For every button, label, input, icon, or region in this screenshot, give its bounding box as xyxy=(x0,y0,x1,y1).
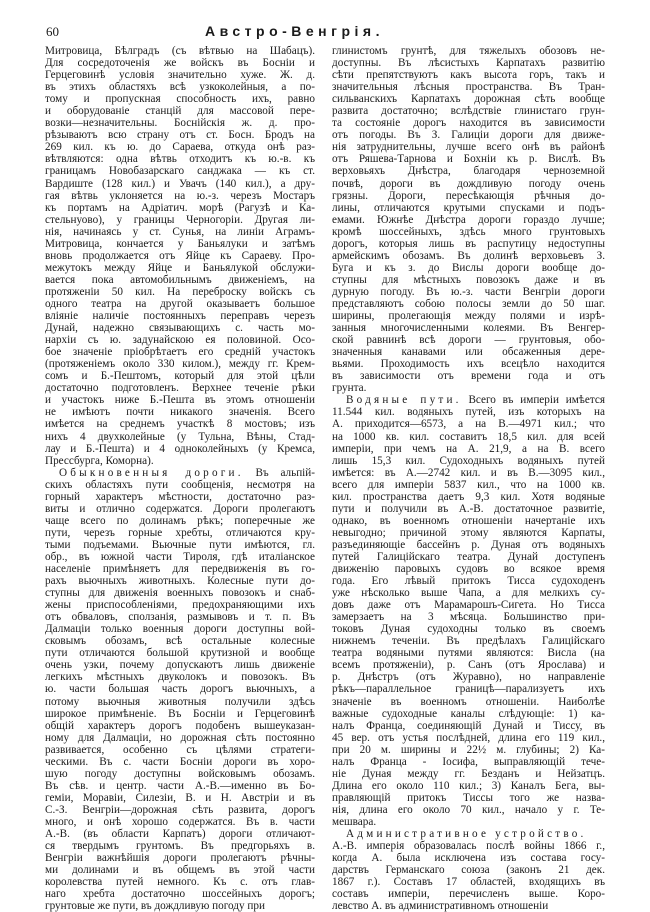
text-line: гая вѣтвь уклоняется на ю.-з. черезъ Мостаръ xyxy=(45,189,315,202)
text-line: нія, длина его около 70 кил., начало у г. Те- xyxy=(332,803,605,816)
text-line: лишь 15,3 кил. Судоходныхъ водяныхъ путей xyxy=(332,454,605,467)
text-line: важные судоходные каналы слѣдующіе: 1) ка- xyxy=(332,707,605,720)
text-line: много, и онѣ хорошо содержатся. Въ в. части xyxy=(45,816,315,828)
text-line: кил. пространства даетъ 9,3 кил. Хотя водяные xyxy=(332,490,605,503)
text-line: Вардиште (128 кил.) и Увачъ (140 кил.), а дру- xyxy=(45,177,315,190)
text-line: имперіи, при чемъ на А. 21,9, а на В. всего xyxy=(332,442,605,455)
text-line: театра водяными путями являются: Висла (на xyxy=(332,647,605,660)
text-line: королевства путей немного. Къ с. отъ глав- xyxy=(45,876,315,889)
text-line: та состояніе дорогъ находится въ зависимости xyxy=(332,117,605,130)
paragraph xyxy=(332,45,605,394)
text-line: Венгріи важнѣйшія дороги пролегаютъ рѣчны- xyxy=(45,852,315,865)
text-line: дорогъ, которыя лишь въ распутицу недоступны xyxy=(332,237,605,250)
line-text: Въ альпій- xyxy=(243,466,315,479)
text-line: А.-В. имперія образовалась послѣ войны 1866 г., xyxy=(332,840,605,853)
text-line: нія, начинаясь у ст. Сунья, на линіи Аграмъ- xyxy=(45,225,315,238)
text-line: виты и отлично содержатся. Дороги пролегаютъ xyxy=(45,502,315,515)
text-line: ской равнинѣ всѣ дороги — грунтовыя, обо- xyxy=(332,334,605,347)
text-line: въ зависимости отъ времени года и отъ xyxy=(332,370,605,383)
text-line: армейскимъ обозамъ. Въ долинѣ верховьевъ З. xyxy=(332,249,605,262)
section-heading: Обыкновенныя дороги. xyxy=(59,466,244,479)
text-line: потому вьючныя животныя получили здѣсь xyxy=(45,695,315,708)
text-line: нихъ 4 двухколейные (у Тульна, Вѣны, Стад- xyxy=(45,430,315,443)
text-line: отъ обваловъ, сползанія, размывовъ и т. п. Въ xyxy=(45,611,315,624)
text-line: и оборудованіе станцій для массовой пере- xyxy=(45,105,315,118)
text-line: всего для имперіи 5837 кил., что на 1000 кв. xyxy=(332,478,605,491)
text-line: геміи, Моравіи, Силезіи, В. и Н. Австріи и въ xyxy=(45,791,315,804)
text-line: Прессбурга, Коморна). xyxy=(45,454,154,467)
text-line: сильванскихъ Карпатахъ дорожная сѣть вообще xyxy=(332,93,605,106)
text-line: А.-В. (въ области Карпатъ) дороги отличают- xyxy=(45,828,315,841)
page-number: 60 xyxy=(46,24,59,39)
text-line: ніе Дуная между гг. Безданъ и Нейзатцъ. xyxy=(332,767,605,780)
text-line: занныя многочисленными колеями. Въ Венгер- xyxy=(332,322,605,335)
text-line: Для сосредоточенія же войскъ въ Босніи и xyxy=(45,57,315,70)
text-line: составъ имперіи, перечисленъ выше. Коро- xyxy=(332,888,605,901)
text-line: и участокъ ниже Б.-Пешта въ этомъ отношеніи xyxy=(45,394,315,407)
text-line: кромѣ шоссейныхъ, здѣсь много грунтовыхъ xyxy=(332,225,605,238)
text-line: ческими. Въ с. части Босніи дороги въ хоро- xyxy=(45,755,315,768)
text-line: ся твердымъ грунтомъ. Въ предгорьяхъ в. xyxy=(45,840,315,853)
text-line: А. приходится—6573, а на В.—4971 кил.; что xyxy=(332,418,605,431)
text-line: отъ погоды. Въ З. Галиціи дороги для движе- xyxy=(332,129,605,142)
text-line: движенію паровыхъ судовъ во всякое время xyxy=(332,563,605,576)
text-line: одного театра на другой оказываетъ большое xyxy=(45,297,315,310)
text-line: широкое примѣненіе. Въ Босніи и Герцеговинѣ xyxy=(45,707,315,720)
text-line: пути отличаются большой крутизной и вообще xyxy=(45,647,315,660)
text-line: обр., въ южной части Тироля, гдѣ италіанское xyxy=(45,550,315,563)
text-line: имѣется: въ А.—2742 кил. и въ В.—3095 кил., xyxy=(332,466,605,479)
text-line: ному для Далмаціи, но дорожная сѣть постоянно xyxy=(45,731,315,744)
text-line: возки—незначительны. Боснійскія ж. д. про- xyxy=(45,117,315,130)
text-line: доступны. Въ лѣсистыхъ Карпатахъ развитію xyxy=(332,57,605,70)
text-line: представляютъ собою полосы земли до 50 шаг. xyxy=(332,297,605,310)
text-line: 1867 г.). Составъ 17 областей, входящихъ въ xyxy=(332,876,605,889)
text-line: Далмаціи только военныя дороги доступны вой- xyxy=(45,623,315,636)
text-line: путей Галиційскаго театра. Дунай доступенъ xyxy=(332,550,605,563)
text-line: при 20 м. ширины и 22½ м. глубины; 2) Ка- xyxy=(332,743,605,756)
paragraph xyxy=(45,45,315,467)
text-line: грязны. Дороги, пересѣкающія рѣчныя до- xyxy=(332,189,605,202)
text-line: достаточно подготовленъ. Верхнее теченіе рѣки xyxy=(45,382,315,395)
text-line: налъ Франца, соединяющій Дунай и Тиссу, въ xyxy=(332,719,605,732)
text-line: р. Днѣстръ (отъ Журавно), но направленіе xyxy=(332,671,605,684)
text-line: ширины, пролегающія между полями и изрѣ- xyxy=(332,310,605,323)
text-line: Герцеговинѣ условія значительно хуже. Ж. д. xyxy=(45,69,315,82)
text-line: вьями. Проходимость ихъ всецѣло находится xyxy=(332,358,605,371)
text-line: (протяженіемъ около 330 килом.), между гг. Крем- xyxy=(45,358,315,371)
text-line: сомъ и Б.-Пештомъ, который для этой цѣли xyxy=(45,370,315,383)
text-line: общій характеръ дорогъ подобенъ вышеуказан- xyxy=(45,719,315,732)
text-line: 11.544 кил. водяныхъ путей, изъ которыхъ на xyxy=(332,406,605,419)
text-line: значеніе въ военномъ отношеніи. Наиболѣе xyxy=(332,695,605,708)
text-line: Буга и къ з. до Вислы дороги вообще до- xyxy=(332,261,605,274)
text-line: уже нѣсколько выше Чапа, а для мелкихъ су- xyxy=(332,587,605,600)
text-line: разъединяющіе бассейнъ р. Дуная отъ водяныхъ xyxy=(332,538,605,551)
text-line: С.-З. Венгріи—дорожная сѣть развита, дорогъ xyxy=(45,803,315,816)
text-line: когда А. была исключена изъ состава госу- xyxy=(332,852,605,865)
line-text: Всего въ имперіи имѣется xyxy=(461,394,605,407)
text-line: Въ сѣв. и центр. части А.-В.—именно въ Бо- xyxy=(45,779,315,792)
text-line: значительныя лѣсныя пространства. Въ Тран- xyxy=(332,81,605,94)
text-line: въ этихъ областяхъ всѣ узкоколейныя, а по- xyxy=(45,81,315,94)
text-line: верховьяхъ Днѣстра, благодаря черноземной xyxy=(332,165,605,178)
text-line: ю. части большая часть дорогъ вьючныхъ, а xyxy=(45,683,315,696)
text-line: вновь продолжается отъ Яйце къ Сараеву. Про- xyxy=(45,249,315,262)
text-line: жены приспособленіями, предохраняющими ихъ xyxy=(45,599,315,612)
text-line xyxy=(332,394,605,406)
section-heading: Водяные пути. xyxy=(346,394,462,407)
text-line: рахъ вьючныхъ животныхъ. Колесные пути до- xyxy=(45,575,315,588)
section-heading: Административное устройство. xyxy=(346,828,587,841)
text-line: года. Его лѣвый притокъ Тисса судоходенъ xyxy=(332,575,605,588)
text-line: 45 вер. отъ устья послѣдней, длина его 119 кил., xyxy=(332,731,605,744)
text-line: емами. Южнѣе Днѣстра дороги гораздо лучше; xyxy=(332,213,605,226)
text-line: однако, въ военномъ отношеніи начертаніе ихъ xyxy=(332,514,605,527)
text-line: горный характеръ мѣстности, достаточно раз- xyxy=(45,490,315,503)
text-line: къ портамъ на Адріатич. морѣ (Рагузѣ и Ка- xyxy=(45,201,315,214)
text-line: вается пока автомобильнымъ движеніемъ, на xyxy=(45,273,315,286)
text-line: протяженіи 50 кил. На переброску войскъ съ xyxy=(45,285,315,298)
text-line: скихъ областяхъ пути сообщенія, несмотря на xyxy=(45,478,315,491)
text-line: чаще всего по долинамъ рѣкъ; поперечные же xyxy=(45,514,315,527)
text-line: налъ Франца - Іосифа, выправляющій тече- xyxy=(332,755,605,768)
text-line: лау и Б.-Пешта) и 4 одноколейныхъ (у Кремса, xyxy=(45,442,315,455)
text-line: Длина его около 110 кил.; 3) Каналъ Бега, вы- xyxy=(332,779,605,792)
text-line: Дунай, надежно связывающихъ с. часть мо- xyxy=(45,322,315,335)
text-line: нархіи съ ю. задунайскою ея половиной. Осо- xyxy=(45,334,315,347)
text-line: токовъ Дуная судоходны только въ своемъ xyxy=(332,623,605,636)
text-line: почвѣ, дороги въ дождливую погоду очень xyxy=(332,177,605,190)
text-line: ступны для движенія военныхъ повозокъ и снаб- xyxy=(45,587,315,600)
text-line: границамъ Новобазарскаго санджака — къ ст. xyxy=(45,165,315,178)
text-line: ступны для мѣстныхъ повозокъ даже и въ xyxy=(332,273,605,286)
text-line: Митровица, Бѣлградъ (съ вѣтвью на Шабацъ). xyxy=(45,45,315,57)
text-line xyxy=(332,828,605,840)
text-line: нія затруднительны, лучше всего онѣ въ районѣ xyxy=(332,141,605,154)
text-line: 269 кил. къ ю. до Сараева, откуда онѣ раз- xyxy=(45,141,315,154)
text-line: пути, черезъ горные хребты, отличаются кру- xyxy=(45,526,315,539)
text-line: лины, отличаются крутыми спусками и подъ- xyxy=(332,201,605,214)
text-line: наго хребта достаточно шоссейныхъ дорогъ; xyxy=(45,888,315,901)
text-line: значенныя канавами или обсаженныя дере- xyxy=(332,346,605,359)
text-line: вліяніе наличіе постоянныхъ переправъ черезъ xyxy=(45,310,315,323)
paragraph xyxy=(45,467,315,912)
text-line: ми долинами и въ общемъ въ этой части xyxy=(45,864,315,877)
paragraph xyxy=(332,828,605,912)
text-line: левство А. въ административномъ отношеніи xyxy=(332,900,549,912)
text-line: имѣется на среднемъ участкѣ 8 мостовъ; изъ xyxy=(45,418,315,431)
text-line: очень узки, почему допускаютъ лишь движеніе xyxy=(45,659,315,672)
text-line: стельнуово), у границы Черногоріи. Другая ли- xyxy=(45,213,315,226)
text-line: шую погоду доступны войсковымъ обозамъ. xyxy=(45,767,315,780)
text-line: мешвара. xyxy=(332,816,377,828)
text-line: глинистомъ грунтѣ, для тяжелыхъ обозовъ не- xyxy=(332,45,605,57)
text-line: правляющій притокъ Тиссы того же назва- xyxy=(332,791,605,804)
text-line: рѣкъ—параллельное границѣ—парализуетъ ихъ xyxy=(332,683,605,696)
text-line: отъ Ряшева-Тарнова и Бохніи къ р. Вислѣ. Въ xyxy=(332,153,605,166)
text-line: Митровица, кончается у Баньялуки и затѣмъ xyxy=(45,237,315,250)
text-line: населеніе примѣняетъ для передвиженія въ го- xyxy=(45,563,315,576)
text-line: дарствъ Германскаго союза (законъ 21 дек. xyxy=(332,864,605,877)
text-line: межутокъ между Яйце и Баньялукой обслужи- xyxy=(45,261,315,274)
text-line: легкихъ мѣстныхъ двуколокъ и повозокъ. Въ xyxy=(45,671,315,684)
text-line: нижнемъ теченіи. Въ предѣлахъ Галиційскаго xyxy=(332,635,605,648)
text-line: сѣти препятствуютъ какъ высота горъ, такъ и xyxy=(332,69,605,82)
text-line: развита достаточно; вслѣдствіе глинистаго грун- xyxy=(332,105,605,118)
left-column xyxy=(45,45,315,912)
text-line: всемъ протяженіи), р. Санъ (отъ Ярослава) и xyxy=(332,659,605,672)
text-line: сковымъ обозамъ, всѣ остальные колесные xyxy=(45,635,315,648)
text-line: бое значеніе пріобрѣтаетъ его средній участокъ xyxy=(45,346,315,359)
right-column xyxy=(332,45,605,912)
text-line: тому и пропускная способность ихъ, равно xyxy=(45,93,315,106)
text-line: замерзаетъ на 3 мѣсяца. Большинство при- xyxy=(332,611,605,624)
text-line: грунта. xyxy=(332,382,367,395)
text-line: рѣзываютъ всю страну отъ ст. Босн. Бродъ на xyxy=(45,129,315,142)
text-line: развивается, особенно съ цѣлями стратеги- xyxy=(45,743,315,756)
text-line: тыми подъемами. Вьючные пути имѣются, гл. xyxy=(45,538,315,551)
text-line: невыгодно; причиной этому являются Карпаты, xyxy=(332,526,605,539)
text-line: на 1000 кв. кил. составитъ 18,5 кил. для всей xyxy=(332,430,605,443)
text-line: вѣтвляются: одна вѣтвь отходитъ къ ю.-в. къ xyxy=(45,153,315,166)
text-line: пути и получили въ А.-В. достаточное развитіе, xyxy=(332,502,605,515)
text-line: грунтовые же пути, въ дождливую погоду при xyxy=(45,900,265,912)
text-line: довъ даже отъ Марамарошъ-Сигета. Но Тисса xyxy=(332,599,605,612)
text-line xyxy=(45,467,315,479)
paragraph xyxy=(332,394,605,828)
text-line: дурную погоду. Въ ю.-з. части Венгріи дороги xyxy=(332,285,605,298)
running-title: Австро-Венгрія. xyxy=(205,23,384,39)
text-line: не имѣютъ почти никакого значенія. Всего xyxy=(45,406,315,419)
